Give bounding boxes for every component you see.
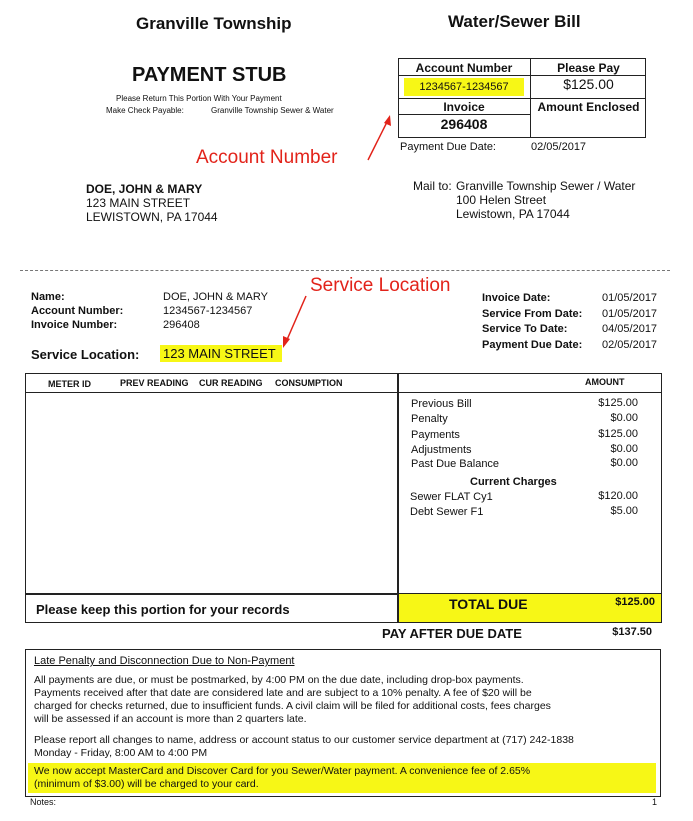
service-location-label: Service Location:	[31, 347, 140, 362]
notice-text: will be assessed if an account is more than 2 quarters late.	[34, 713, 307, 725]
cur-reading-header: CUR READING	[199, 378, 263, 388]
total-due-value: $125.00	[615, 596, 655, 608]
card-notice-text: (minimum of $3.00) will be charged to your card.	[34, 778, 259, 790]
annotation-arrow-icon	[280, 294, 310, 350]
current-charges-label: Current Charges	[470, 476, 557, 488]
charge-label: Debt Sewer F1	[410, 506, 484, 518]
invoice-value: 296408	[440, 116, 488, 132]
billing-table-outline	[25, 373, 662, 623]
payment-due-date-label: Payment Due Date:	[482, 339, 583, 351]
record-name: DOE, JOHN & MARY	[163, 291, 268, 303]
customer-street: 123 MAIN STREET	[86, 196, 191, 210]
make-check-label: Make Check Payable:	[106, 106, 184, 115]
customer-city: LEWISTOWN, PA 17044	[86, 210, 218, 224]
line-item-amount: $125.00	[598, 397, 638, 409]
billing-table-header-line	[25, 392, 662, 393]
service-to-label: Service To Date:	[482, 323, 568, 335]
notes-label: Notes:	[30, 797, 57, 807]
notice-text: charged for checks returned, due to insufficient funds. A civil claim will be filed for additional costs, fees charges	[34, 700, 551, 712]
line-item-amount: $0.00	[610, 457, 638, 469]
amount-enclosed-label: Amount Enclosed	[537, 100, 640, 114]
invoice-date-label: Invoice Date:	[482, 292, 551, 304]
service-location-annotation: Service Location	[310, 275, 451, 296]
payment-due-label: Payment Due Date:	[400, 141, 496, 153]
amount-header: AMOUNT	[585, 377, 625, 387]
line-item-label: Penalty	[411, 413, 448, 425]
charge-label: Sewer FLAT Cy1	[410, 491, 493, 503]
prev-reading-header: PREV READING	[120, 378, 189, 388]
card-notice-text: We now accept MasterCard and Discover Card for you Sewer/Water payment. A convenience fee of 2.65%	[34, 765, 531, 777]
consumption-header: CONSUMPTION	[275, 378, 343, 388]
record-account: 1234567-1234567	[163, 305, 253, 317]
mail-to-line3: Lewistown, PA 17044	[456, 207, 570, 221]
account-number-label: Account Number	[415, 61, 513, 75]
notice-heading: Late Penalty and Disconnection Due to Non-Payment	[34, 655, 295, 667]
charge-amount: $120.00	[598, 490, 638, 502]
service-to-value: 04/05/2017	[602, 323, 658, 335]
line-item-amount: $125.00	[598, 428, 638, 440]
account-number-annotation: Account Number	[196, 147, 338, 168]
township-title: Granville Township	[136, 14, 292, 33]
line-item-amount: $0.00	[610, 443, 638, 455]
notice-text: Monday - Friday, 8:00 AM to 4:00 PM	[34, 747, 208, 759]
line-item-label: Adjustments	[411, 444, 472, 456]
make-check-payee: Granville Township Sewer & Water	[211, 106, 334, 115]
please-pay-label: Please Pay	[557, 61, 620, 75]
line-item-label: Past Due Balance	[411, 458, 500, 470]
notice-text: Please report all changes to name, address or account status to our customer service department at (717) 242-1838	[34, 734, 574, 746]
notice-text: All payments are due, or must be postmarked, by 4:00 PM on the due date, including drop-box payments.	[34, 674, 524, 686]
stub-box-hdivider	[398, 114, 530, 115]
record-invoice: 296408	[163, 319, 200, 331]
service-from-value: 01/05/2017	[602, 308, 658, 320]
stub-title: PAYMENT STUB	[132, 64, 287, 86]
mail-to-line1: Granville Township Sewer / Water	[456, 179, 636, 193]
invoice-date-value: 01/05/2017	[602, 292, 658, 304]
customer-name: DOE, JOHN & MARY	[86, 182, 203, 196]
notice-box	[25, 649, 661, 797]
line-item-label: Previous Bill	[411, 398, 472, 410]
line-item-amount: $0.00	[610, 412, 638, 424]
line-item-label: Payments	[411, 429, 460, 441]
mail-to-label: Mail to:	[413, 179, 452, 193]
payment-due-date-value: 02/05/2017	[602, 339, 658, 351]
pay-after-due-label: PAY AFTER DUE DATE	[382, 626, 522, 641]
service-location-value: 123 MAIN STREET	[160, 345, 282, 362]
charge-amount: $5.00	[610, 505, 638, 517]
mail-to-line2: 100 Helen Street	[456, 193, 547, 207]
please-pay-value: $125.00	[563, 76, 614, 92]
record-invoice-label: Invoice Number:	[31, 319, 118, 331]
payment-due-value: 02/05/2017	[531, 141, 587, 153]
stub-box-hdivider	[398, 98, 646, 99]
record-account-label: Account Number:	[31, 305, 124, 317]
pay-after-due-value: $137.50	[612, 626, 652, 638]
return-note: Please Return This Portion With Your Payment	[116, 94, 282, 103]
annotation-arrow-icon	[360, 112, 400, 164]
billing-table-vdivider	[397, 373, 399, 623]
bill-type-title: Water/Sewer Bill	[448, 12, 581, 31]
tear-line	[20, 270, 670, 271]
account-number-value: 1234567-1234567	[404, 78, 524, 96]
record-name-label: Name:	[31, 291, 65, 303]
invoice-label: Invoice	[443, 100, 485, 114]
meter-id-header: METER ID	[48, 379, 92, 389]
notice-text: Payments received after that date are considered late and are subject to a 10% penalty. A fee of $20 will be	[34, 687, 532, 699]
total-due-label: TOTAL DUE	[449, 596, 528, 612]
keep-portion-note: Please keep this portion for your records	[36, 602, 290, 617]
page-number: 1	[652, 797, 658, 807]
service-from-label: Service From Date:	[482, 308, 583, 320]
